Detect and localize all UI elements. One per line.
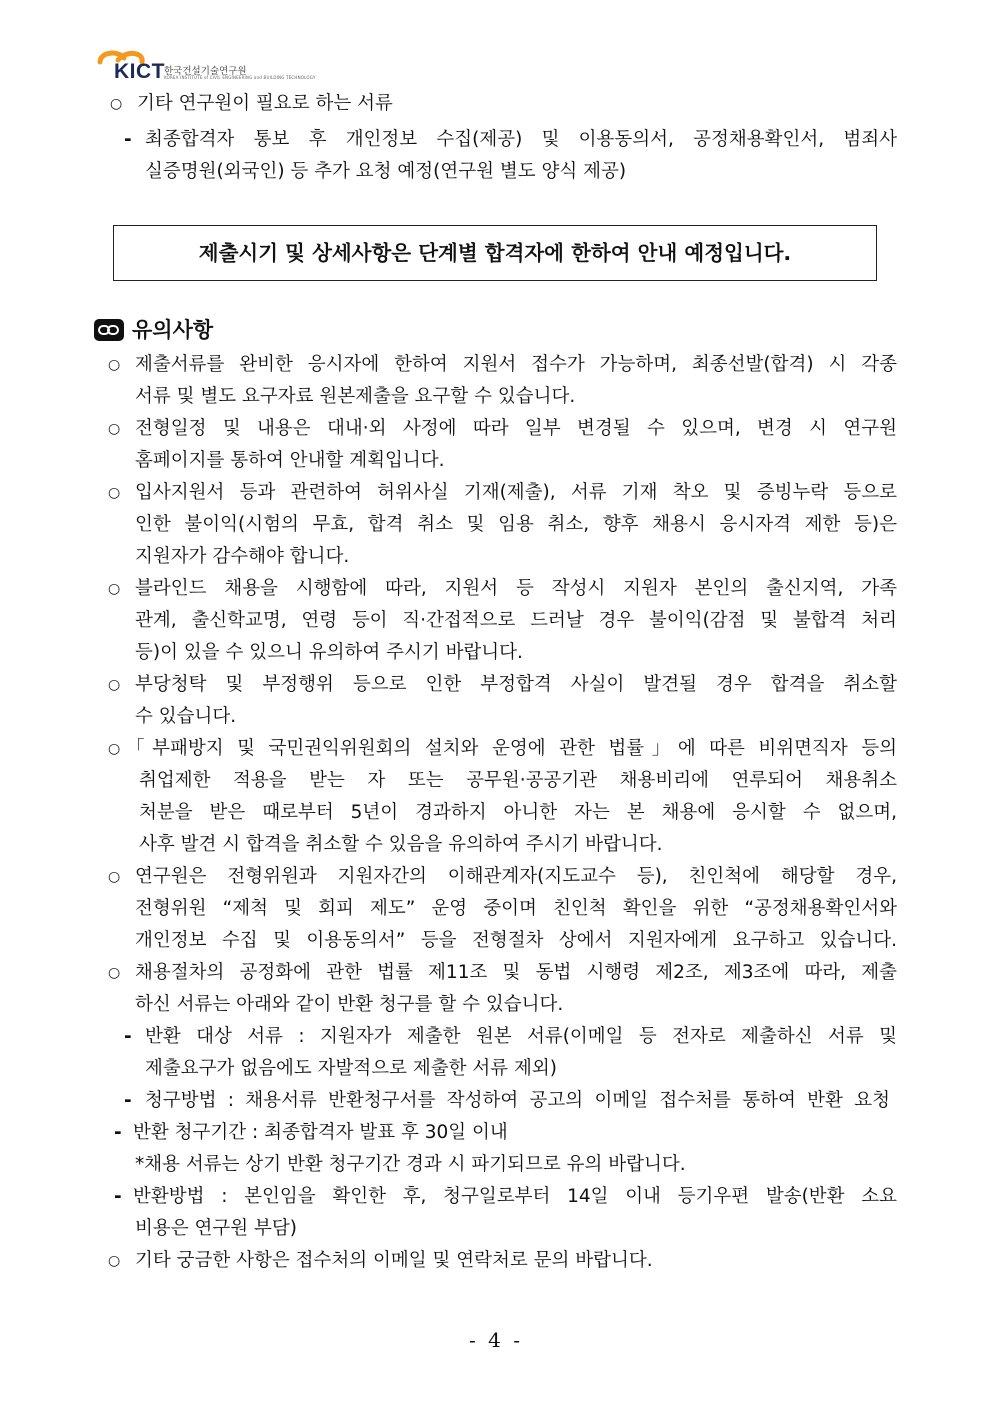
bullet-circle: ○ [108,421,121,437]
section-title: 유의사항 [132,318,214,342]
page-number: - 4 - [469,1328,523,1352]
bullet-circle: ○ [108,741,121,757]
list-item-line: 인한 불이익(시험의 무효, 합격 취소 및 임용 취소, 향후 채용시 응시자격 제한 등)은 [135,514,897,535]
list-item-line: 기타 궁금한 사항은 접수처의 이메일 및 연락처로 문의 바랍니다. [135,1250,653,1271]
notice-box [113,225,877,281]
list-item-line: 지원자가 감수해야 합니다. [135,546,350,567]
bullet-circle: ○ [108,965,121,981]
notice-text: 제출시기 및 상세사항은 단계별 합격자에 한하여 안내 예정입니다. [198,241,792,265]
list-item-line: 블라인드 채용을 시행함에 따라, 지원서 등 작성시 지원자 본인의 출신지역, 가족 [135,578,897,599]
list-item-line: 사후 발견 시 합격을 취소할 수 있음을 유의하여 주시기 바랍니다. [139,834,663,855]
sub-item-line: 최종합격자 통보 후 개인정보 수집(제공) 및 이용동의서, 공정채용확인서, 범죄사 [145,129,897,150]
dash-marker: - [114,1186,122,1207]
list-item-line: 서류 및 별도 요구자료 원본제출을 요구할 수 있습니다. [135,386,576,407]
bullet-circle: ○ [108,485,121,501]
list-item-line: 입사지원서 등과 관련하여 허위사실 기재(제출), 서류 기재 착오 및 증빙누락 등으로 [135,482,897,503]
list-item-line: 관계, 출신학교명, 연령 등이 직·간접적으로 드러날 경우 불이익(감점 및 불합격 처리 [135,610,897,631]
list-item-line: 하신 서류는 아래와 같이 반환 청구를 할 수 있습니다. [135,994,564,1015]
list-item-line: 처분을 받은 때로부터 5년이 경과하지 아니한 자는 본 채용에 응시할 수 없으며, [139,802,897,823]
kict-logo [96,48,316,83]
sub-item-line: 반환 청구기간 : 최종합격자 발표 후 30일 이내 [133,1122,508,1143]
sub-item-line: 실증명원(외국인) 등 추가 요청 예정(연구원 별도 양식 제공) [145,161,627,182]
list-item-line: 등)이 있을 수 있으니 유의하여 주시기 바랍니다. [135,642,523,663]
list-item: 기타 연구원이 필요로 하는 서류 [137,93,393,114]
list-item-line: 「부패방지 및 국민권익위원회의 설치와 운영에 관한 법률」에 따른 비위면직자 등의 [126,738,897,759]
sub-item-line: 청구방법 : 채용서류 반환청구서를 작성하여 공고의 이메일 접수처를 통하여 반환 요청 [145,1090,890,1111]
list-item-line: 수 있습니다. [135,706,237,727]
bullet-circle: ○ [108,357,121,373]
sub-item-line: 반환방법 : 본인임을 확인한 후, 청구일로부터 14일 이내 등기우편 발송(반환 소요 [133,1186,897,1207]
list-item-line: 취업제한 적용을 받는 자 또는 공무원·공공기관 채용비리에 연루되어 채용취소 [139,770,897,791]
list-item-line: 채용절차의 공정화에 관한 법률 제11조 및 동법 시행령 제2조, 제3조에 따라, 제출 [135,962,897,983]
list-item-line: 연구원은 전형위원과 지원자간의 이해관계자(지도교수 등), 친인척에 해당할 경우, [135,866,897,887]
dash-marker: - [114,1122,122,1143]
link-icon [94,319,124,341]
list-item-line: 제출서류를 완비한 응시자에 한하여 지원서 접수가 가능하며, 최종선발(합격) 시 각종 [135,354,897,375]
sub-item-line: 반환 대상 서류 : 지원자가 제출한 원본 서류(이메일 등 전자로 제출하신 서류 및 [145,1026,897,1047]
bullet-circle: ○ [108,1253,121,1269]
dash-marker: - [124,129,132,150]
list-item-line: 개인정보 수집 및 이용동의서” 등을 전형절차 상에서 지원자에게 요구하고 있습니다. [135,930,897,951]
sub-item-line: 제출요구가 없음에도 자발적으로 제출한 서류 제외) [145,1058,557,1079]
bullet-circle: ○ [108,581,121,597]
list-item-line: 전형일정 및 내용은 대내·외 사정에 따라 일부 변경될 수 있으며, 변경 시 연구원 [135,418,897,439]
logo-text: KICT [114,60,165,83]
bullet-circle: ○ [108,677,121,693]
dash-marker: - [124,1026,132,1047]
sub-item-note: *채용 서류는 상기 반환 청구기간 경과 시 파기되므로 유의 바랍니다. [135,1154,686,1175]
bullet-circle: ○ [110,96,123,112]
list-item-line: 홈페이지를 통하여 안내할 계획입니다. [135,450,445,471]
sub-item-line: 비용은 연구원 부담) [135,1218,297,1239]
bullet-circle: ○ [108,869,121,885]
logo-korean-name: 한국건설기술연구원 [164,66,247,77]
dash-marker: - [124,1090,132,1111]
logo-english-name: KOREA INSTITUTE of CIVIL ENGINEERING and BUILDING TECHNOLOGY [164,75,316,80]
list-item-line: 전형위원 “제척 및 회피 제도” 운영 중이며 친인척 확인을 위한 “공정채용확인서와 [135,898,897,919]
list-item-line: 부당청탁 및 부정행위 등으로 인한 부정합격 사실이 발견될 경우 합격을 취소할 [135,674,897,695]
